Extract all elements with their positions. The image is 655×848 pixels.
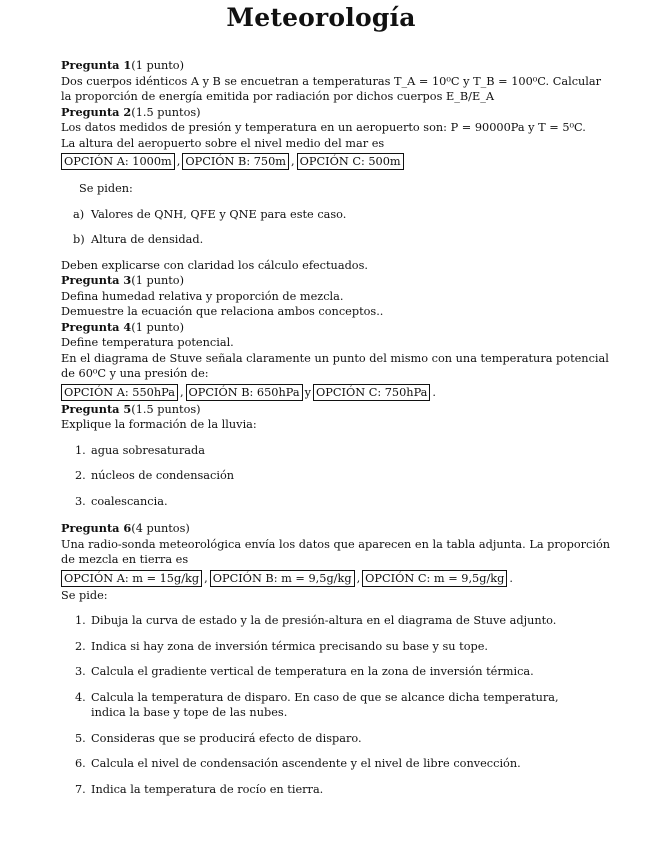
question-6-points: (4 puntos)	[131, 522, 190, 535]
list-item: 4. Calcula la temperatura de disparo. En caso de que se alcance dicha temperatura, indica la base y tope de las nubes.	[75, 690, 559, 719]
list-item: 1. Dibuja la curva de estado y la de presión-altura en el diagrama de Stuve adjunto.	[75, 614, 557, 627]
question-5-list	[61, 443, 581, 510]
question-2-heading: Pregunta 2	[61, 104, 132, 119]
question-3-text-1: Defina humedad relativa y proporción de mezcla.	[61, 289, 344, 303]
q2-option-b[interactable]: OPCIÓN B: 750m	[182, 153, 289, 170]
question-4-points: (1 punto)	[131, 320, 185, 334]
question-4-options: OPCIÓN A: 550hPa , OPCIÓN B: 650hPa y OPCIÓN C: 750hPa .	[61, 383, 581, 402]
question-6-header	[61, 521, 581, 537]
question-2-text-1: Los datos medidos de presión y temperatura en un aeropuerto son: P = 90000Pa y T = 5⁰C.	[61, 121, 586, 134]
question-5-header	[61, 402, 581, 418]
q4-option-c[interactable]: OPCIÓN C: 750hPa	[313, 384, 430, 401]
question-5-points: (1.5 puntos)	[131, 402, 201, 416]
question-4-text-1: Define temperatura potencial.	[61, 336, 234, 349]
question-6-text-1: Una radio-sonda meteorológica envía los datos que aparecen en la tabla adjunta. La proporción	[61, 537, 611, 551]
question-5-text-1: Explique la formación de la lluvia:	[61, 418, 257, 431]
question-1-heading: Pregunta 1	[61, 58, 132, 72]
question-6-list	[61, 613, 581, 797]
list-item: b) Altura de densidad.	[73, 233, 204, 246]
question-1-points: (1 punto)	[131, 59, 185, 72]
q6-option-b[interactable]: OPCIÓN B: m = 9,5g/kg	[210, 570, 355, 587]
question-2-header	[61, 105, 581, 121]
question-3-header	[61, 273, 581, 289]
question-4-header	[61, 320, 581, 336]
question-6-intro: Se pide:	[61, 588, 108, 602]
list-item: 5. Consideras que se producirá efecto de disparo.	[75, 731, 362, 745]
list-item: a) Valores de QNH, QFE y QNE para este caso.	[73, 207, 347, 221]
q4-option-b[interactable]: OPCIÓN B: 650hPa	[186, 384, 303, 401]
question-2-intro: Se piden:	[79, 182, 133, 195]
page-title: Meteorología	[226, 3, 416, 32]
question-3-heading: Pregunta 3	[61, 273, 132, 287]
q2-option-c[interactable]: OPCIÓN C: 500m	[297, 153, 404, 170]
list-item: 2. Indica si hay zona de inversión térmica precisando su base y su tope.	[75, 639, 489, 653]
list-item: 2. núcleos de condensación	[75, 469, 235, 482]
list-item: 7. Indica la temperatura de rocío en tierra.	[75, 782, 324, 796]
question-2-closing: Deben explicarse con claridad los cálculo efectuados.	[61, 258, 368, 272]
question-1-text-2: la proporción de energía emitida por radiación por dichos cuerpos E_B/E_A	[61, 90, 495, 103]
q6-option-a[interactable]: OPCIÓN A: m = 15g/kg	[61, 570, 202, 587]
question-5-heading: Pregunta 5	[61, 401, 132, 416]
question-4-heading: Pregunta 4	[61, 319, 132, 334]
question-6-text-2: de mezcla en tierra es	[61, 553, 189, 566]
question-3-points: (1 punto)	[131, 274, 185, 287]
list-item: 6. Calcula el nivel de condensación ascendente y el nivel de libre convección.	[75, 757, 521, 770]
question-6-heading: Pregunta 6	[61, 521, 132, 535]
exam-body	[61, 58, 611, 797]
q6-option-c[interactable]: OPCIÓN C: m = 9,5g/kg	[362, 570, 507, 587]
question-4-text-3: de 60⁰C y una presión de:	[61, 367, 209, 380]
question-2-text-2: La altura del aeropuerto sobre el nivel medio del mar es	[61, 136, 385, 150]
question-1-text-1: Dos cuerpos idénticos A y B se encuetran a temperaturas T_A = 10⁰C y T_B = 100⁰C. Calcular	[61, 74, 602, 88]
q2-option-a[interactable]: OPCIÓN A: 1000m	[61, 153, 175, 170]
question-2-options: OPCIÓN A: 1000m , OPCIÓN B: 750m , OPCIÓN C: 500m	[61, 152, 581, 171]
question-2-list	[61, 207, 581, 248]
question-1-header	[61, 58, 581, 74]
question-3-text-2: Demuestre la ecuación que relaciona ambos conceptos..	[61, 305, 384, 318]
list-item: 1. agua sobresaturada	[75, 443, 205, 457]
question-2-points: (1.5 puntos)	[131, 105, 201, 119]
list-item: 3. Calcula el gradiente vertical de temperatura en la zona de inversión térmica.	[75, 665, 534, 678]
q4-option-a[interactable]: OPCIÓN A: 550hPa	[61, 384, 178, 401]
question-6-options: OPCIÓN A: m = 15g/kg , OPCIÓN B: m = 9,5g/kg , OPCIÓN C: m = 9,5g/kg .	[61, 569, 581, 588]
question-4-text-2: En el diagrama de Stuve señala claramente un punto del mismo con una temperatura potencial	[61, 351, 609, 365]
list-item: 3. coalescancia.	[75, 494, 168, 508]
